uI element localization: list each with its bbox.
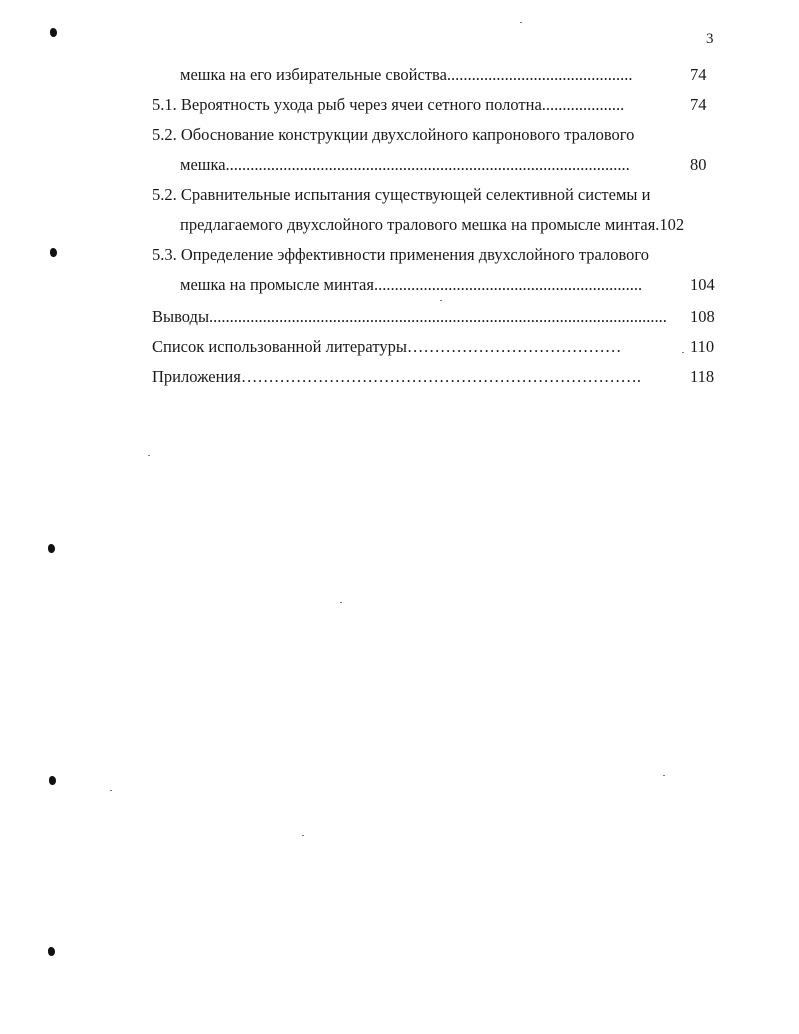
binding-hole-mark <box>48 947 55 956</box>
scan-speck <box>340 602 342 603</box>
scan-speck <box>148 455 150 456</box>
scan-speck <box>440 300 442 301</box>
binding-hole-mark <box>50 28 57 37</box>
binding-hole-mark <box>49 776 56 785</box>
toc-entry-text: Выводы............................................................................................................... <box>152 307 667 326</box>
table-of-contents <box>0 0 799 400</box>
toc-entry-text: 5.2. Обоснование конструкции двухслойного капронового тралового <box>152 125 635 144</box>
toc-entry-text: мешка на его избирательные свойства............................................. <box>180 65 633 84</box>
binding-hole-mark <box>48 544 55 553</box>
toc-entry-text: Список использованной литературы………………………………… <box>152 337 622 356</box>
scan-speck <box>110 790 112 791</box>
scan-speck <box>302 835 304 836</box>
scan-speck <box>682 352 684 353</box>
toc-entry-page: 110 <box>690 337 715 356</box>
toc-entry-text: Приложения………………………………………………………………. <box>152 367 641 386</box>
toc-entry-text: 5.3. Определение эффективности применения двухслойного тралового <box>152 245 650 264</box>
toc-entry-text: мешка.................................................................................................. <box>180 155 630 174</box>
toc-entry-text: 5.1. Вероятность ухода рыб через ячеи сетного полотна.................... <box>152 95 625 114</box>
toc-entry-page: 74 <box>690 95 707 114</box>
toc-entry-text: предлагаемого двухслойного тралового мешка на промысле минтая.102 <box>180 215 685 234</box>
binding-hole-mark <box>50 248 57 257</box>
toc-entry-text: 5.2. Сравнительные испытания существующей селективной системы и <box>152 185 651 204</box>
scan-speck <box>520 22 522 23</box>
toc-entry-page: 118 <box>690 367 715 386</box>
toc-entry-page: 104 <box>690 275 715 294</box>
page-number: 3 <box>706 31 714 47</box>
toc-entry-page: 74 <box>690 65 707 84</box>
toc-entry-text: мешка на промысле минтая................................................................. <box>180 275 643 294</box>
toc-entry-page: 108 <box>690 307 715 326</box>
toc-entry-page: 80 <box>690 155 707 174</box>
scan-speck <box>663 775 665 776</box>
